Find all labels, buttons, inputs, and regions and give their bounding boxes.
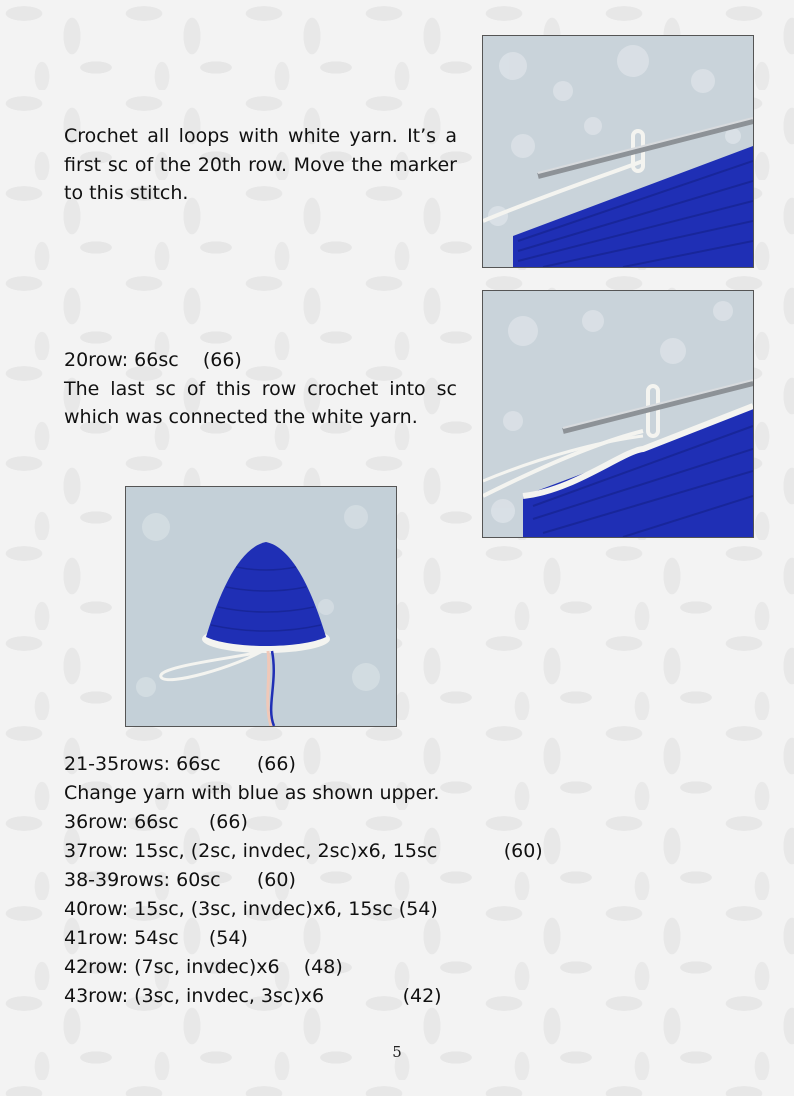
- photo-first-stitch: [482, 35, 754, 268]
- list-item: 43row: (3sc, invdec, 3sc)x6 (42): [64, 985, 442, 1007]
- instruction-paragraph-2: [64, 346, 457, 432]
- list-item: 36row: 66sc (66): [64, 811, 248, 833]
- list-item: Change yarn with blue as shown upper.: [64, 782, 440, 804]
- photo-blue-cone: [125, 486, 397, 727]
- row-20-line: 20row: 66sc (66): [64, 349, 242, 371]
- list-item: 38-39rows: 60sc (60): [64, 869, 296, 891]
- instruction-list: [64, 750, 664, 1011]
- row-20-note: The last sc of this row crochet into sc which was connected the white yarn.: [64, 377, 457, 428]
- list-item: 42row: (7sc, invdec)x6 (48): [64, 956, 343, 978]
- list-item: 37row: 15sc, (2sc, invdec, 2sc)x6, 15sc (60): [64, 840, 543, 862]
- list-item: 41row: 54sc (54): [64, 927, 248, 949]
- page-number: 5: [392, 1043, 402, 1061]
- instruction-paragraph-1: Crochet all loops with white yarn. It’s a first sc of the 20th row. Move the marker to this stitch.: [64, 125, 457, 204]
- list-item: 40row: 15sc, (3sc, invdec)x6, 15sc (54): [64, 898, 438, 920]
- list-item: 21-35rows: 66sc (66): [64, 753, 296, 775]
- photo-row-20: [482, 290, 754, 538]
